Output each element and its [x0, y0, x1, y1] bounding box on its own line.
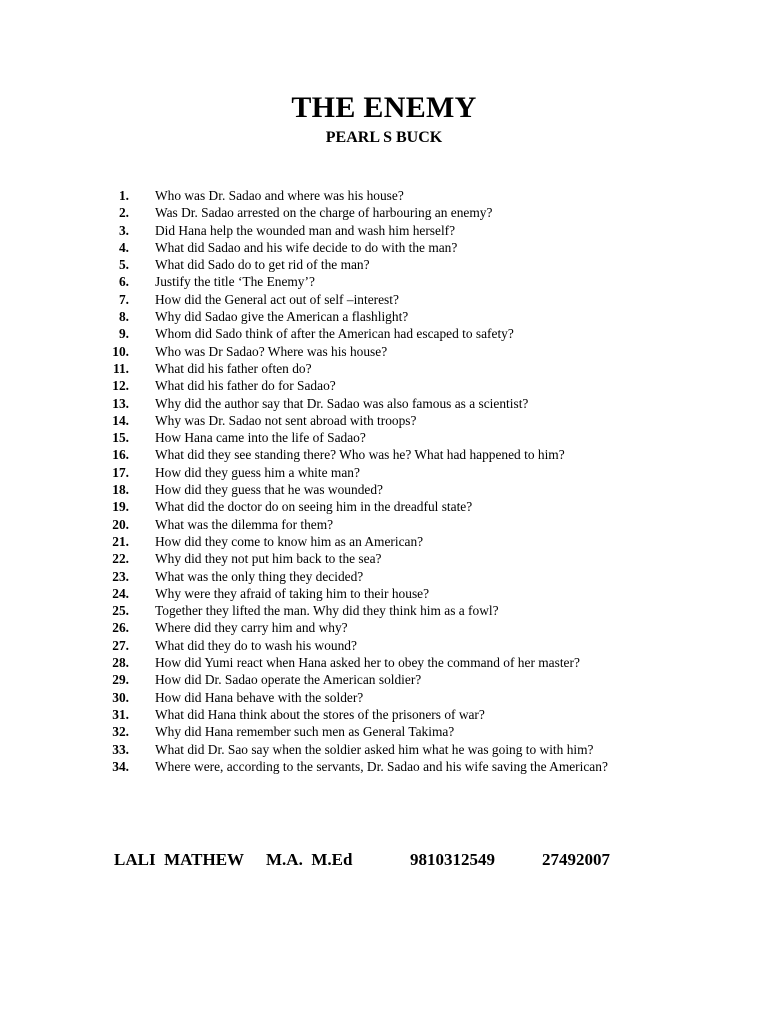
- question-text: Who was Dr. Sadao and where was his house?: [155, 188, 404, 203]
- question-text: What did his father do for Sadao?: [155, 378, 336, 394]
- question-text: Why were they afraid of taking him to their house?: [155, 585, 430, 601]
- question-number: 30.: [112, 689, 129, 705]
- question-text: Why did Hana remember such men as General Takima?: [155, 724, 455, 740]
- document-author: PEARL S BUCK: [325, 129, 443, 146]
- question-item: [0, 723, 768, 740]
- question-number: 15.: [112, 430, 129, 446]
- question-item: [0, 654, 768, 671]
- question-item: [0, 239, 768, 256]
- question-number: 3.: [118, 222, 129, 238]
- question-text: How did they come to know him as an American?: [155, 533, 424, 549]
- question-item: [0, 308, 768, 325]
- question-number: 6.: [118, 274, 129, 290]
- footer-name: LALI MATHEW: [114, 850, 245, 869]
- question-text: What was the dilemma for them?: [155, 516, 334, 532]
- question-number: 21.: [112, 533, 129, 549]
- question-item: [0, 187, 768, 204]
- question-item: [0, 273, 768, 290]
- question-text: How did Yumi react when Hana asked her to obey the command of her master?: [155, 655, 580, 671]
- question-number: 7.: [118, 291, 129, 307]
- question-text: Who was Dr Sadao? Where was his house?: [155, 343, 388, 359]
- question-item: [0, 412, 768, 429]
- question-number: 17.: [112, 464, 129, 480]
- question-number: 14.: [112, 412, 129, 428]
- question-item: [0, 619, 768, 636]
- footer-contact: [114, 849, 610, 871]
- question-text: Where were, according to the servants, Dr. Sadao and his wife saving the American?: [155, 758, 608, 774]
- question-text: Whom did Sado think of after the American had escaped to safety?: [155, 326, 514, 342]
- question-number: 9.: [118, 326, 129, 342]
- question-text: What did the doctor do on seeing him in the dreadful state?: [155, 499, 473, 515]
- question-number: 5.: [118, 257, 129, 273]
- question-text: What did Hana think about the stores of the prisoners of war?: [155, 706, 485, 722]
- question-text: Was Dr. Sadao arrested on the charge of harbouring an enemy?: [155, 205, 493, 221]
- question-item: [0, 637, 768, 654]
- question-number: 27.: [112, 637, 129, 653]
- question-number: 2.: [118, 205, 129, 221]
- question-item: [0, 516, 768, 533]
- question-number: 10.: [112, 343, 129, 359]
- question-item: [0, 585, 768, 602]
- question-number: 16.: [112, 447, 129, 463]
- question-item: [0, 222, 768, 239]
- question-text: What did his father often do?: [155, 360, 312, 376]
- question-item: [0, 758, 768, 775]
- question-item: [0, 706, 768, 723]
- question-item: [0, 360, 768, 377]
- question-text: How did they guess him a white man?: [155, 464, 360, 480]
- question-item: [0, 464, 768, 481]
- question-text: What did they see standing there? Who was he? What had happened to him?: [155, 447, 565, 463]
- document-title: THE ENEMY: [291, 91, 477, 124]
- question-text: Why did the author say that Dr. Sadao was also famous as a scientist?: [155, 395, 529, 411]
- question-item: [0, 291, 768, 308]
- question-item: [0, 343, 768, 360]
- question-item: [0, 446, 768, 463]
- question-text: Why did they not put him back to the sea?: [155, 551, 382, 567]
- question-text: Why was Dr. Sadao not sent abroad with troops?: [155, 412, 417, 428]
- question-item: [0, 256, 768, 273]
- question-number: 12.: [112, 378, 129, 394]
- question-text: What did Sadao and his wife decide to do with the man?: [155, 239, 458, 255]
- question-number: 31.: [112, 706, 129, 722]
- question-item: [0, 671, 768, 688]
- question-list: [0, 187, 768, 775]
- question-text: How did Dr. Sadao operate the American soldier?: [155, 672, 422, 688]
- question-text: What did Sado do to get rid of the man?: [155, 257, 370, 273]
- question-item: [0, 568, 768, 585]
- question-number: 4.: [118, 239, 129, 255]
- footer-qualification: M.A. M.Ed: [266, 850, 353, 869]
- question-number: 20.: [112, 516, 129, 532]
- question-text: How did they guess that he was wounded?: [155, 482, 383, 498]
- question-number: 26.: [112, 620, 129, 636]
- question-item: [0, 325, 768, 342]
- question-number: 18.: [112, 482, 129, 498]
- question-number: 28.: [112, 655, 129, 671]
- question-number: 22.: [112, 551, 129, 567]
- question-text: Why did Sadao give the American a flashlight?: [155, 309, 409, 325]
- question-number: 23.: [112, 568, 129, 584]
- question-number: 13.: [112, 395, 129, 411]
- question-item: [0, 550, 768, 567]
- question-text: What did Dr. Sao say when the soldier asked him what he was going to with him?: [155, 741, 594, 757]
- question-item: [0, 204, 768, 221]
- question-item: [0, 481, 768, 498]
- question-text: How did Hana behave with the solder?: [155, 689, 364, 705]
- question-number: 25.: [112, 603, 129, 619]
- question-number: 11.: [113, 360, 129, 376]
- footer-phone-1: 9810312549: [410, 850, 495, 869]
- question-item: [0, 395, 768, 412]
- question-text: Together they lifted the man. Why did they think him as a fowl?: [155, 603, 499, 619]
- question-number: 8.: [118, 309, 129, 325]
- question-text: What did they do to wash his wound?: [155, 637, 357, 653]
- question-item: [0, 429, 768, 446]
- question-text: How did the General act out of self –interest?: [155, 291, 399, 307]
- question-item: [0, 498, 768, 515]
- question-item: [0, 741, 768, 758]
- question-item: [0, 377, 768, 394]
- question-item: [0, 689, 768, 706]
- question-number: 29.: [112, 672, 129, 688]
- footer-phone-2: 27492007: [542, 850, 610, 869]
- question-text: What was the only thing they decided?: [155, 568, 364, 584]
- question-number: 33.: [112, 741, 129, 757]
- question-text: Justify the title ‘The Enemy’?: [155, 274, 315, 290]
- question-number: 34.: [112, 758, 129, 774]
- question-number: 24.: [112, 585, 129, 601]
- question-number: 32.: [112, 724, 129, 740]
- question-text: How Hana came into the life of Sadao?: [155, 430, 366, 446]
- question-item: [0, 602, 768, 619]
- question-number: 19.: [112, 499, 129, 515]
- question-text: Where did they carry him and why?: [155, 620, 348, 636]
- question-text: Did Hana help the wounded man and wash him herself?: [155, 222, 456, 238]
- question-item: [0, 533, 768, 550]
- question-number: 1.: [118, 188, 129, 203]
